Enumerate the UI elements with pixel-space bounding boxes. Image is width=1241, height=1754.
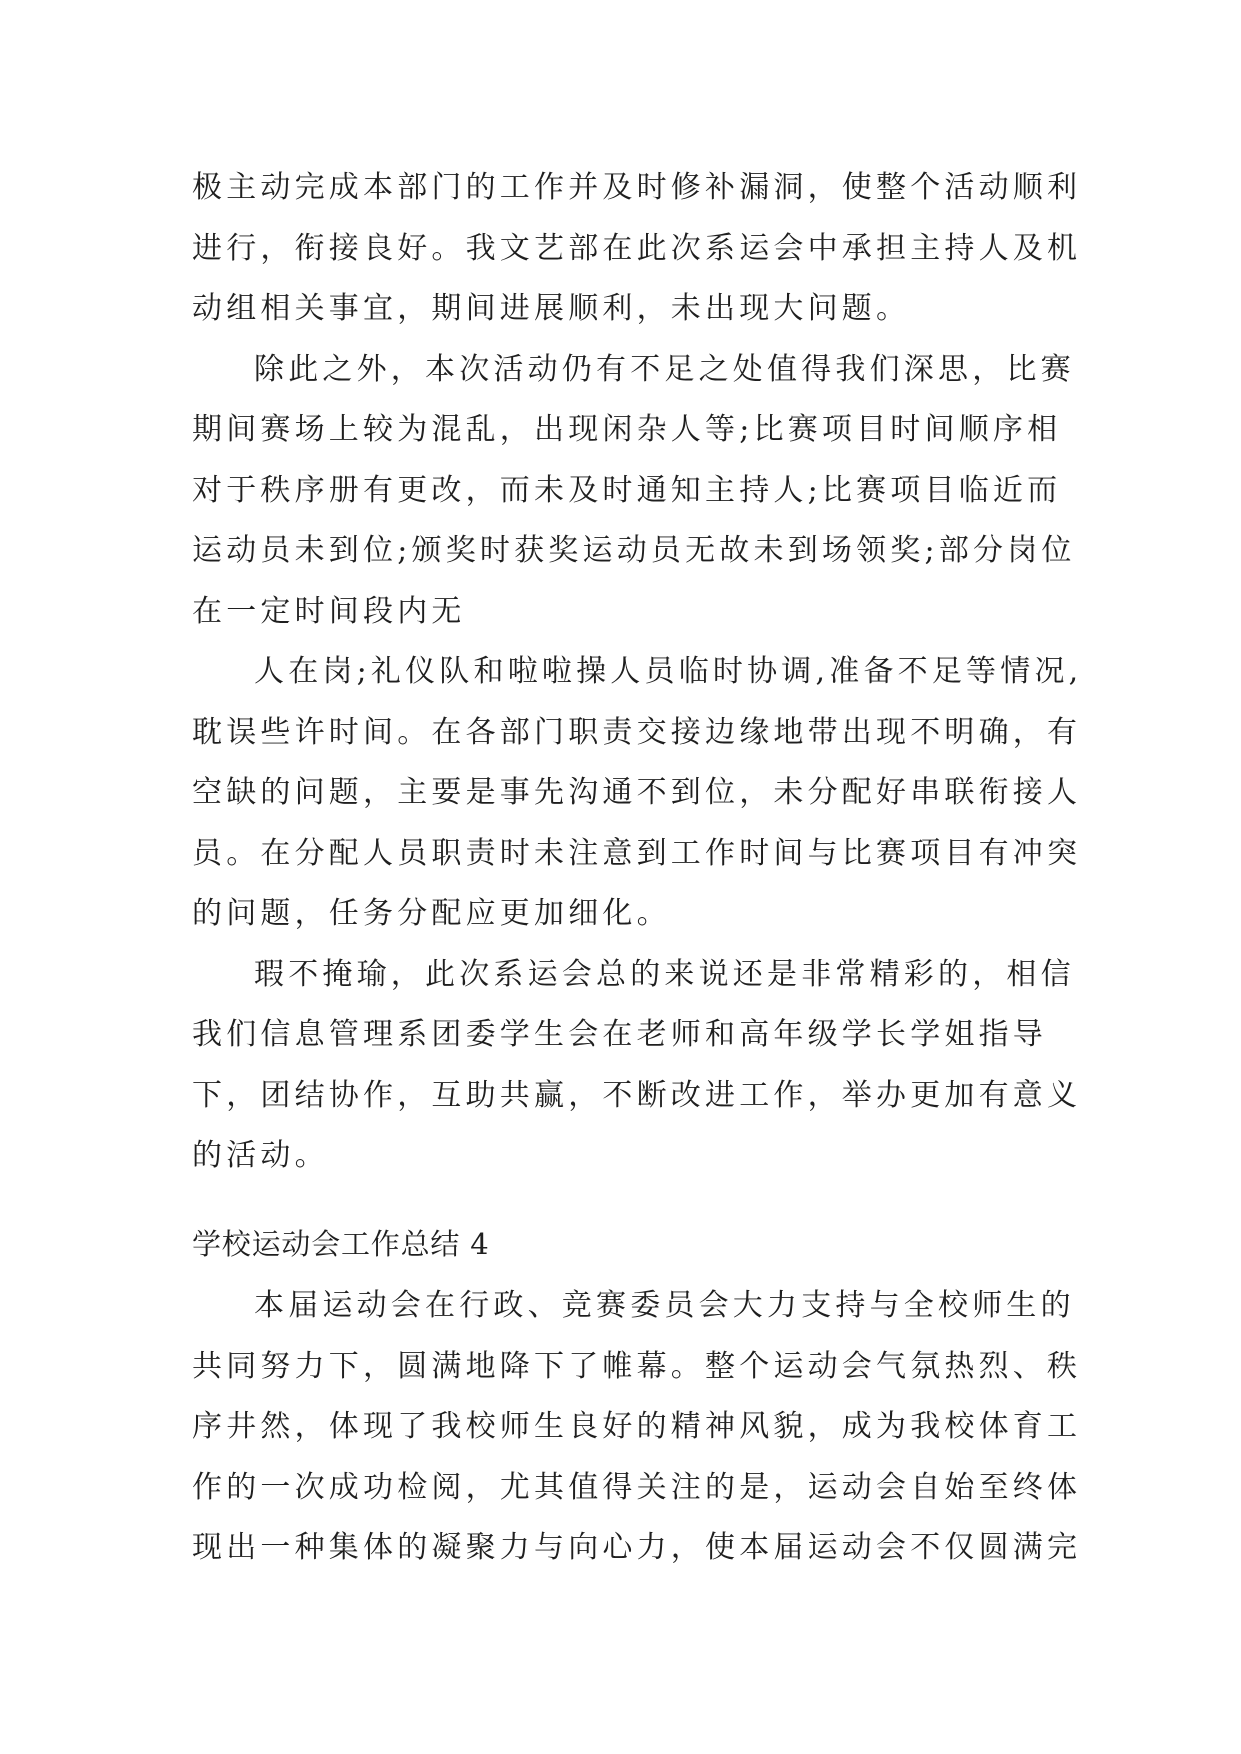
text-line: 对于秩序册有更改，而未及时通知主持人;比赛项目临近而	[192, 472, 1062, 508]
text-line: 的问题，任务分配应更加细化。	[192, 896, 671, 931]
document-body	[192, 158, 1083, 1187]
text-line: 作的一次成功检阅，尤其值得关注的是，运动会自始至终体	[192, 1469, 1082, 1505]
text-line: 序井然，体现了我校师生良好的精神风貌，成为我校体育工	[192, 1409, 1082, 1444]
text-line: 现出一种集体的凝聚力与向心力，使本届运动会不仅圆满完	[192, 1530, 1082, 1565]
paragraph-first-line: 除此之外，本次活动仍有不足之处值得我们深思，比赛	[254, 351, 1075, 387]
text-line: 耽误些许时间。在各部门职责交接边缘地带出现不明确，有	[192, 714, 1082, 750]
paragraph-first-line: 本届运动会在行政、竞赛委员会大力支持与全校师生的	[254, 1288, 1075, 1323]
section-body	[192, 1276, 1082, 1579]
section-heading: 学校运动会工作总结 4	[192, 1227, 490, 1261]
text-line: 共同努力下，圆满地降下了帷幕。整个运动会气氛热烈、秩	[192, 1348, 1082, 1384]
text-line: 在一定时间段内无	[192, 593, 466, 629]
paragraph-first-line: 人在岗;礼仪队和啦啦操人员临时协调,准备不足等情况,	[254, 654, 1083, 689]
text-line: 极主动完成本部门的工作并及时修补漏洞，使整个活动顺利	[192, 170, 1082, 205]
text-line: 空缺的问题，主要是事先沟通不到位，未分配好串联衔接人	[192, 775, 1082, 810]
text-line: 我们信息管理系团委学生会在老师和高年级学长学姐指导	[192, 1017, 1047, 1052]
text-line: 运动员未到位;颁奖时获奖运动员无故未到场领奖;部分岗位	[192, 533, 1076, 568]
text-line: 员。在分配人员职责时未注意到工作时间与比赛项目有冲突	[192, 835, 1082, 871]
text-line: 进行，衔接良好。我文艺部在此次系运会中承担主持人及机	[192, 230, 1082, 266]
text-line: 动组相关事宜，期间进展顺利，未出现大问题。	[192, 291, 911, 326]
paragraph-first-line: 瑕不掩瑜，此次系运会总的来说还是非常精彩的，相信	[254, 956, 1075, 992]
text-line: 下，团结协作，互助共赢，不断改进工作，举办更加有意义	[192, 1077, 1082, 1113]
text-line: 期间赛场上较为混乱，出现闲杂人等;比赛项目时间顺序相	[192, 412, 1062, 447]
text-line: 的活动。	[192, 1138, 329, 1173]
